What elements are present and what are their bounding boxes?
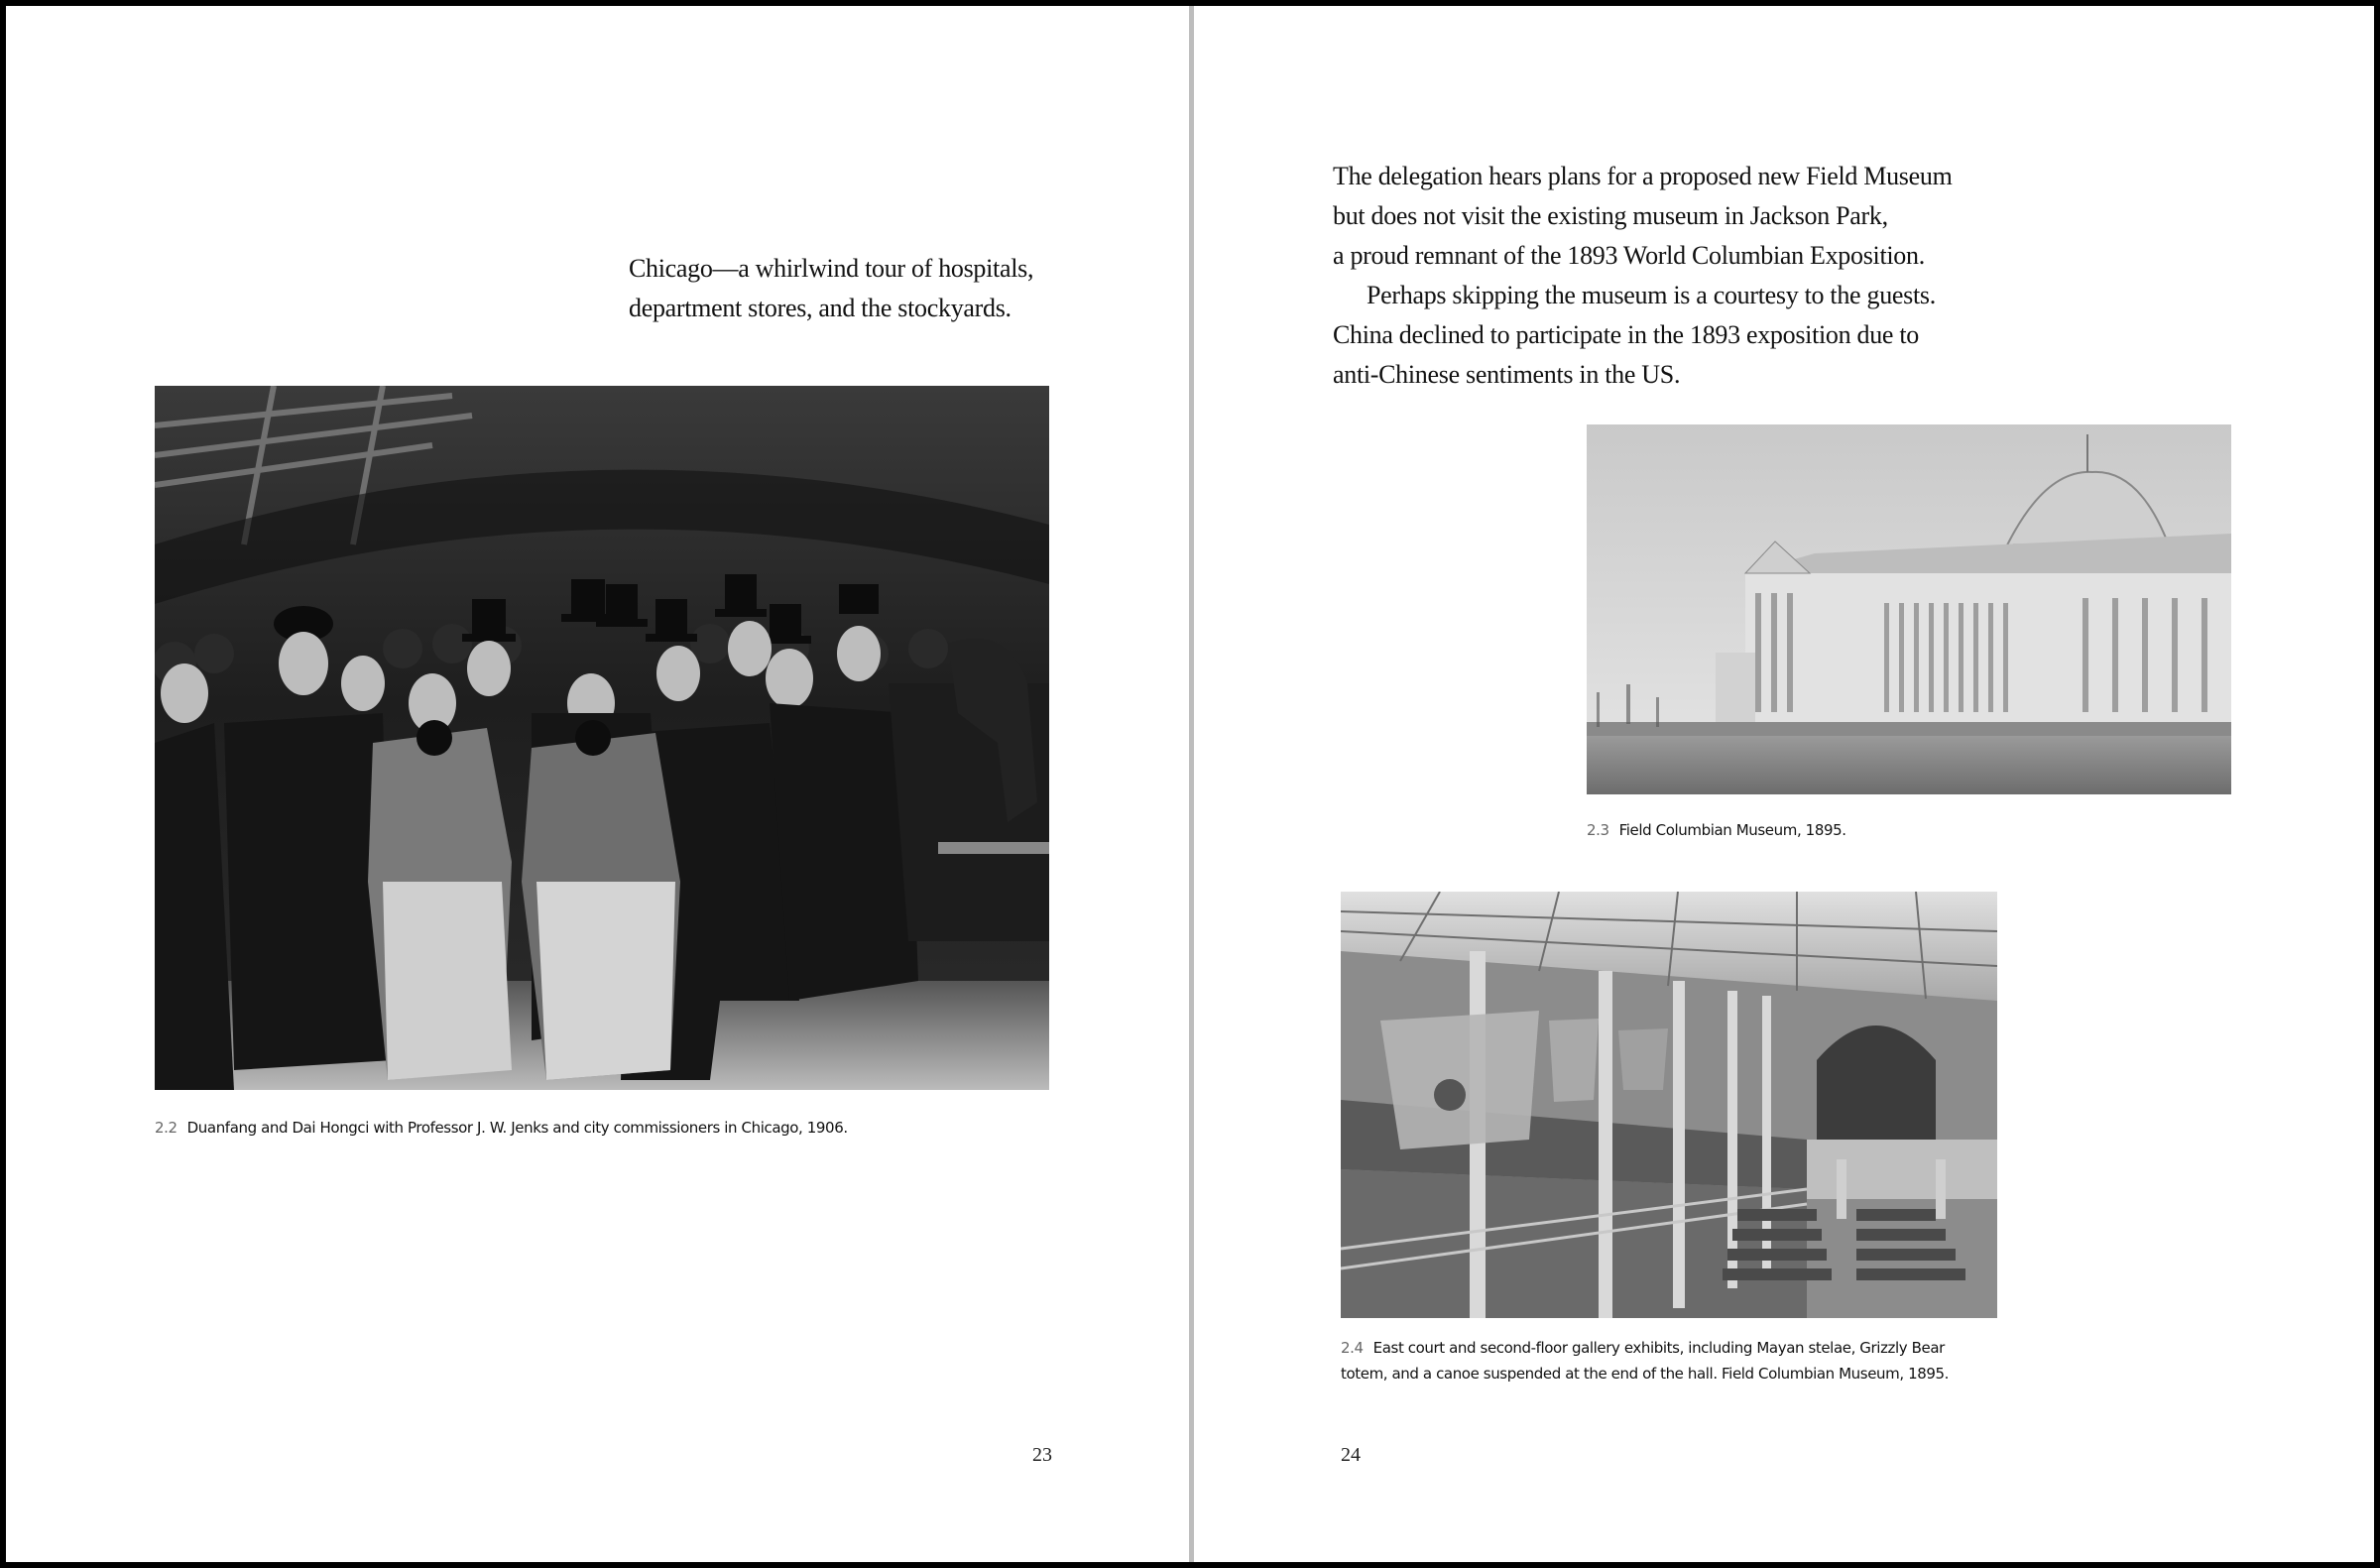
text-line: a proud remnant of the 1893 World Columbian Exposition.: [1333, 241, 1925, 270]
figure-number: 2.2: [155, 1119, 178, 1137]
caption-text: Duanfang and Dai Hongci with Professor J. W. Jenks and city commissioners in Chicago, 1906.: [186, 1119, 848, 1137]
text-line: but does not visit the existing museum in Jackson Park,: [1333, 201, 1888, 230]
museum-exterior-photo: [1587, 424, 2231, 794]
caption-text: Field Columbian Museum, 1895.: [1618, 821, 1846, 839]
caption-text: East court and second-floor gallery exhibits, including Mayan stelae, Grizzly Bear: [1372, 1339, 1945, 1357]
text-line: department stores, and the stockyards.: [629, 294, 1012, 322]
text-line: China declined to participate in the 1893 exposition due to: [1333, 320, 1919, 349]
right-page-text: [1333, 157, 2047, 395]
page-number: 23: [1032, 1444, 1052, 1466]
figure-number: 2.4: [1341, 1339, 1364, 1357]
text-line: anti-Chinese sentiments in the US.: [1333, 360, 1681, 389]
figure-number: 2.3: [1587, 821, 1609, 839]
delegation-photo: [155, 386, 1049, 1090]
book-spread: [6, 6, 2374, 1562]
page-number: 24: [1341, 1444, 1361, 1466]
text-line: Perhaps skipping the museum is a courtesy to the guests.: [1367, 281, 1936, 309]
text-line: The delegation hears plans for a proposed new Field Museum: [1333, 162, 1953, 190]
figure-caption: [1587, 817, 2281, 843]
figure-caption: [155, 1115, 1107, 1141]
right-page: [1194, 6, 2374, 1562]
figure-caption: [1341, 1335, 2055, 1387]
text-line: Chicago—a whirlwind tour of hospitals,: [629, 254, 1034, 283]
museum-interior-photo: [1341, 892, 1997, 1318]
left-page: [6, 6, 1189, 1562]
left-page-text: [629, 249, 1095, 328]
caption-line: [1341, 1335, 2055, 1361]
caption-line: totem, and a canoe suspended at the end of the hall. Field Columbian Museum, 1895.: [1341, 1365, 1950, 1383]
